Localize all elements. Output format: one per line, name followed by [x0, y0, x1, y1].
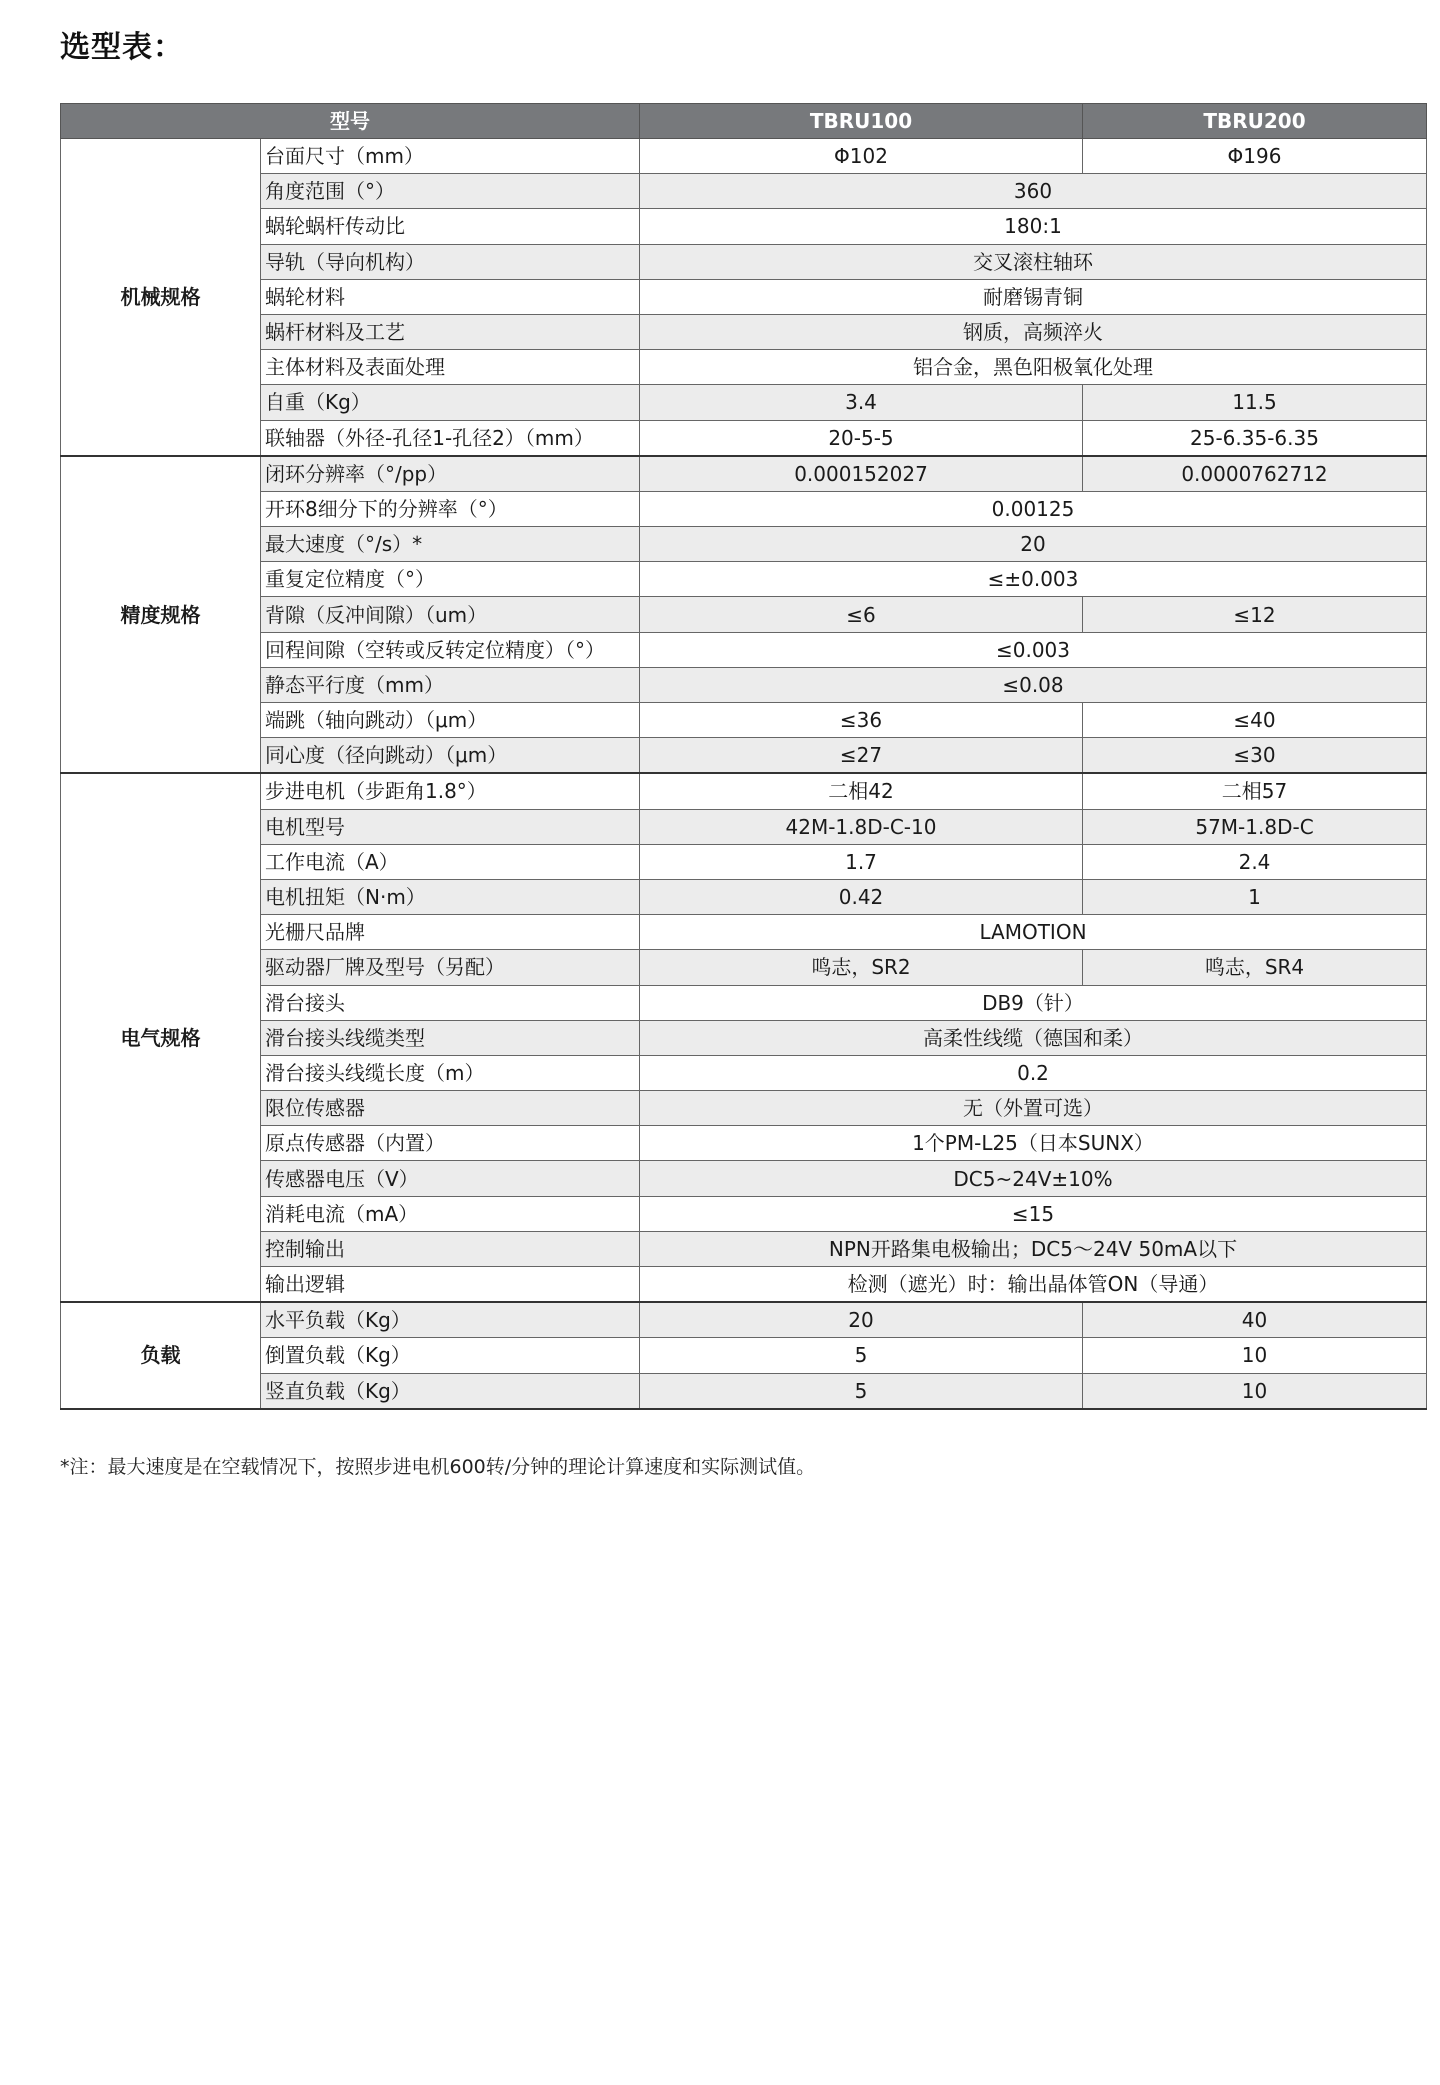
parameter-cell: 工作电流（A） [261, 844, 640, 879]
shared-value-cell: 360 [640, 174, 1427, 209]
table-row [61, 985, 1427, 1020]
shared-value-cell: LAMOTION [640, 915, 1427, 950]
table-row [61, 1373, 1427, 1409]
shared-value-cell: 180:1 [640, 209, 1427, 244]
shared-value-cell: ≤0.003 [640, 632, 1427, 667]
table-row [61, 1020, 1427, 1055]
tbru100-value-cell: Φ102 [640, 139, 1083, 174]
table-row [61, 738, 1427, 774]
spec-table [60, 103, 1427, 1410]
parameter-cell: 竖直负载（Kg） [261, 1373, 640, 1409]
parameter-cell: 台面尺寸（mm） [261, 139, 640, 174]
shared-value-cell: 0.2 [640, 1055, 1427, 1090]
tbru100-value-cell: 20-5-5 [640, 420, 1083, 456]
tbru100-value-cell: ≤36 [640, 703, 1083, 738]
table-row [61, 1231, 1427, 1266]
table-row [61, 491, 1427, 526]
parameter-cell: 原点传感器（内置） [261, 1126, 640, 1161]
table-row [61, 209, 1427, 244]
table-row [61, 844, 1427, 879]
shared-value-cell: ≤15 [640, 1196, 1427, 1231]
parameter-cell: 端跳（轴向跳动）（μm） [261, 703, 640, 738]
table-header-row [61, 104, 1427, 139]
table-row [61, 915, 1427, 950]
table-row [61, 1055, 1427, 1090]
table-row [61, 350, 1427, 385]
parameter-cell: 传感器电压（V） [261, 1161, 640, 1196]
parameter-cell: 驱动器厂牌及型号（另配） [261, 950, 640, 985]
table-row [61, 1091, 1427, 1126]
parameter-cell: 输出逻辑 [261, 1267, 640, 1303]
tbru200-value-cell: 57M-1.8D-C [1083, 809, 1427, 844]
tbru200-value-cell: Φ196 [1083, 139, 1427, 174]
parameter-cell: 滑台接头线缆长度（m） [261, 1055, 640, 1090]
parameter-cell: 自重（Kg） [261, 385, 640, 420]
parameter-cell: 联轴器（外径-孔径1-孔径2）（mm） [261, 420, 640, 456]
header-tbru200: TBRU200 [1083, 104, 1427, 139]
table-row [61, 385, 1427, 420]
table-row [61, 527, 1427, 562]
parameter-cell: 蜗杆材料及工艺 [261, 314, 640, 349]
category-cell: 机械规格 [61, 139, 261, 456]
shared-value-cell: 检测（遮光）时：输出晶体管ON（导通） [640, 1267, 1427, 1303]
shared-value-cell: 高柔性线缆（德国和柔） [640, 1020, 1427, 1055]
header-model: 型号 [61, 104, 640, 139]
parameter-cell: 主体材料及表面处理 [261, 350, 640, 385]
parameter-cell: 光栅尺品牌 [261, 915, 640, 950]
parameter-cell: 滑台接头线缆类型 [261, 1020, 640, 1055]
parameter-cell: 步进电机（步距角1.8°） [261, 773, 640, 809]
shared-value-cell: 交叉滚柱轴环 [640, 244, 1427, 279]
shared-value-cell: 无（外置可选） [640, 1091, 1427, 1126]
parameter-cell: 回程间隙（空转或反转定位精度）（°） [261, 632, 640, 667]
tbru200-value-cell: 10 [1083, 1338, 1427, 1373]
shared-value-cell: 耐磨锡青铜 [640, 279, 1427, 314]
parameter-cell: 限位传感器 [261, 1091, 640, 1126]
tbru100-value-cell: ≤6 [640, 597, 1083, 632]
table-row [61, 456, 1427, 492]
tbru200-value-cell: 鸣志，SR4 [1083, 950, 1427, 985]
tbru200-value-cell: ≤30 [1083, 738, 1427, 774]
table-row [61, 597, 1427, 632]
table-row [61, 562, 1427, 597]
tbru200-value-cell: ≤12 [1083, 597, 1427, 632]
tbru200-value-cell: 11.5 [1083, 385, 1427, 420]
shared-value-cell: 钢质，高频淬火 [640, 314, 1427, 349]
table-row [61, 314, 1427, 349]
parameter-cell: 重复定位精度（°） [261, 562, 640, 597]
shared-value-cell: 1个PM-L25（日本SUNX） [640, 1126, 1427, 1161]
shared-value-cell: ≤0.08 [640, 667, 1427, 702]
footnote: *注：最大速度是在空载情况下，按照步进电机600转/分钟的理论计算速度和实际测试值。 [60, 1456, 816, 1478]
tbru100-value-cell: 20 [640, 1302, 1083, 1338]
tbru100-value-cell: 1.7 [640, 844, 1083, 879]
table-row [61, 244, 1427, 279]
shared-value-cell: NPN开路集电极输出；DC5～24V 50mA以下 [640, 1231, 1427, 1266]
table-row [61, 632, 1427, 667]
tbru100-value-cell: 5 [640, 1373, 1083, 1409]
parameter-cell: 倒置负载（Kg） [261, 1338, 640, 1373]
parameter-cell: 角度范围（°） [261, 174, 640, 209]
shared-value-cell: DB9（针） [640, 985, 1427, 1020]
category-cell: 电气规格 [61, 773, 261, 1302]
parameter-cell: 蜗轮蜗杆传动比 [261, 209, 640, 244]
parameter-cell: 最大速度（°/s）* [261, 527, 640, 562]
parameter-cell: 同心度（径向跳动）（μm） [261, 738, 640, 774]
parameter-cell: 滑台接头 [261, 985, 640, 1020]
spec-table-body [61, 139, 1427, 1409]
parameter-cell: 闭环分辨率（°/pp） [261, 456, 640, 492]
shared-value-cell: 20 [640, 527, 1427, 562]
parameter-cell: 静态平行度（mm） [261, 667, 640, 702]
table-row [61, 1161, 1427, 1196]
shared-value-cell: DC5~24V±10% [640, 1161, 1427, 1196]
tbru200-value-cell: 1 [1083, 879, 1427, 914]
parameter-cell: 开环8细分下的分辨率（°） [261, 491, 640, 526]
header-tbru100: TBRU100 [640, 104, 1083, 139]
parameter-cell: 水平负载（Kg） [261, 1302, 640, 1338]
table-row [61, 773, 1427, 809]
tbru100-value-cell: ≤27 [640, 738, 1083, 774]
category-cell: 负载 [61, 1302, 261, 1409]
parameter-cell: 导轨（导向机构） [261, 244, 640, 279]
shared-value-cell: 0.00125 [640, 491, 1427, 526]
tbru100-value-cell: 二相42 [640, 773, 1083, 809]
parameter-cell: 电机扭矩（N·m） [261, 879, 640, 914]
table-row [61, 174, 1427, 209]
tbru200-value-cell: ≤40 [1083, 703, 1427, 738]
tbru100-value-cell: 3.4 [640, 385, 1083, 420]
table-row [61, 1196, 1427, 1231]
table-row [61, 139, 1427, 174]
tbru200-value-cell: 二相57 [1083, 773, 1427, 809]
tbru100-value-cell: 鸣志，SR2 [640, 950, 1083, 985]
table-row [61, 667, 1427, 702]
table-row [61, 809, 1427, 844]
table-row [61, 1267, 1427, 1303]
tbru100-value-cell: 42M-1.8D-C-10 [640, 809, 1083, 844]
table-row [61, 279, 1427, 314]
parameter-cell: 控制输出 [261, 1231, 640, 1266]
table-row [61, 879, 1427, 914]
tbru200-value-cell: 10 [1083, 1373, 1427, 1409]
parameter-cell: 电机型号 [261, 809, 640, 844]
parameter-cell: 背隙（反冲间隙）（um） [261, 597, 640, 632]
table-row [61, 1302, 1427, 1338]
tbru200-value-cell: 40 [1083, 1302, 1427, 1338]
table-row [61, 1126, 1427, 1161]
table-row [61, 1338, 1427, 1373]
parameter-cell: 消耗电流（mA） [261, 1196, 640, 1231]
parameter-cell: 蜗轮材料 [261, 279, 640, 314]
shared-value-cell: 铝合金，黑色阳极氧化处理 [640, 350, 1427, 385]
tbru200-value-cell: 2.4 [1083, 844, 1427, 879]
page-title: 选型表： [60, 30, 184, 65]
shared-value-cell: ≤±0.003 [640, 562, 1427, 597]
tbru100-value-cell: 5 [640, 1338, 1083, 1373]
table-row [61, 703, 1427, 738]
table-row [61, 420, 1427, 456]
tbru200-value-cell: 0.0000762712 [1083, 456, 1427, 492]
tbru200-value-cell: 25-6.35-6.35 [1083, 420, 1427, 456]
tbru100-value-cell: 0.42 [640, 879, 1083, 914]
tbru100-value-cell: 0.000152027 [640, 456, 1083, 492]
table-row [61, 950, 1427, 985]
category-cell: 精度规格 [61, 456, 261, 774]
